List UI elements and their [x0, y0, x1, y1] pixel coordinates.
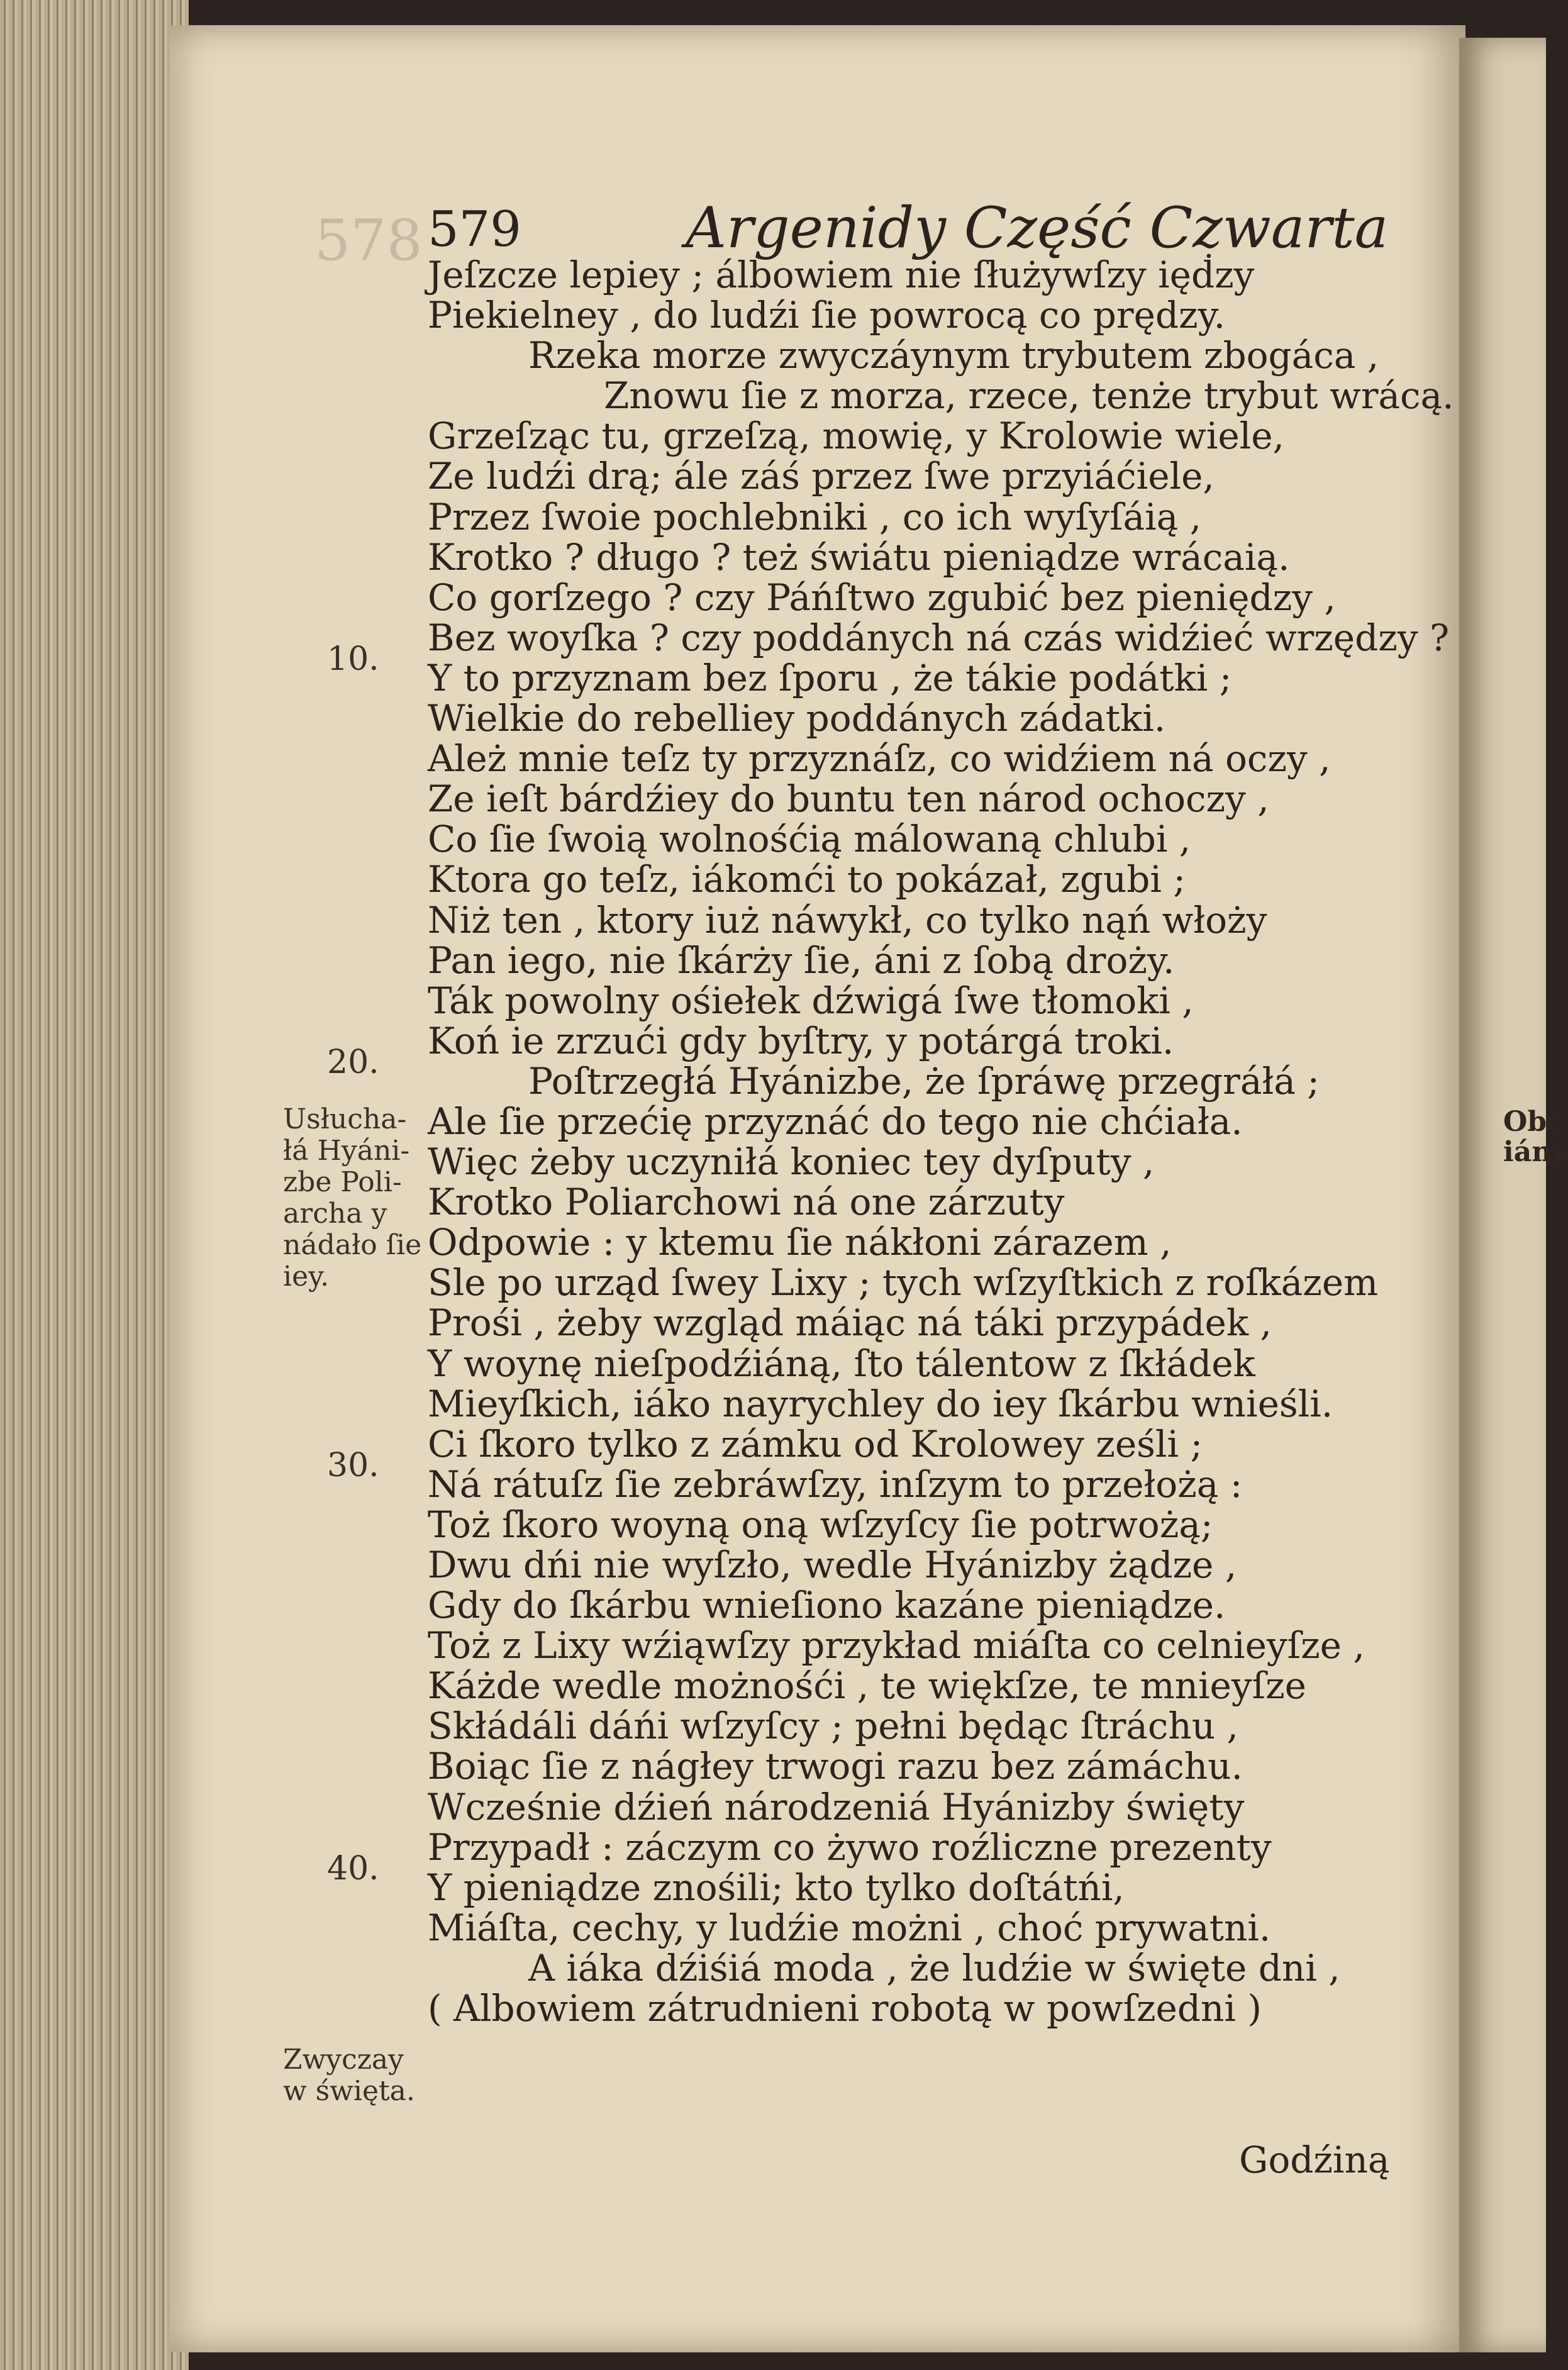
line-number: 30.: [327, 1447, 379, 1484]
text-line: A iáka dźiśiá moda , że ludźie w święte dni ,: [528, 1946, 1340, 1989]
text-line: Piekielney , do ludźi ſie powrocą co prędzy.: [428, 294, 1226, 337]
text-line: Y pieniądze znośili; kto tylko doſtátńi,: [428, 1866, 1125, 1909]
text-line: Ze ludźi drą; ále záś przez ſwe przyiáćiele,: [428, 455, 1215, 498]
text-line: Wcześnie dźień národzeniá Hyánizby święty: [428, 1785, 1245, 1828]
text-line: Więc żeby uczyniłá koniec tey dyſputy ,: [428, 1140, 1155, 1184]
text-line: Mieyſkich, iáko nayrychley do iey ſkárbu wnieśli.: [428, 1382, 1333, 1425]
text-line: Káżde wedle możnośći , te więkſze, te mnieyſze: [428, 1664, 1306, 1708]
catchword: Godźiną: [1239, 2139, 1390, 2181]
page-number: 579: [428, 201, 521, 258]
text-line: Ależ mnie teſz ty przyznáſz, co widźiem ná oczy ,: [428, 737, 1331, 781]
text-line: Ale ſie przećię przyznáć do tego nie chćiała.: [428, 1099, 1243, 1143]
bleed-through-page-number: 578: [314, 208, 423, 274]
line-number: 20.: [327, 1043, 379, 1081]
running-title: Argenidy Część Czwarta: [686, 195, 1389, 261]
text-line: Odpowie : y ktemu ſie nákłoni zárazem ,: [428, 1221, 1172, 1264]
text-line: Krotko Poliarchowi ná one zárzuty: [428, 1181, 1065, 1224]
text-line: ( Albowiem zátrudnieni robotą w powſzedni ): [428, 1987, 1262, 2030]
facing-page-marginal: Obc iány: [1503, 1106, 1568, 1168]
text-line: Sle po urząd ſwey Lixy ; tych wſzyſtkich z roſkázem: [428, 1261, 1379, 1305]
text-line: Prośi , żeby wzgląd máiąc ná táki przypádek ,: [428, 1301, 1272, 1345]
text-line: Gdy do ſkárbu wnieſiono kazáne pieniądze.: [428, 1584, 1226, 1627]
book-page-edges: [0, 0, 189, 2370]
text-line: Toż ſkoro woyną oną wſzyſcy ſie potrwożą;: [428, 1503, 1213, 1546]
text-line: Ze ieſt bárdźiey do buntu ten národ ochoczy ,: [428, 777, 1269, 821]
text-line: Koń ie zrzući gdy byſtry, y potárgá troki.: [428, 1019, 1174, 1062]
text-line: Ci ſkoro tylko z zámku od Krolowey ześli ;: [428, 1422, 1203, 1466]
text-line: Rzeka morze zwyczáynym trybutem zbogáca ,: [528, 334, 1379, 377]
text-line: Toż z Lixy wźiąwſzy przykład miáſta co celnieyſze ,: [428, 1624, 1365, 1667]
text-line: Niż ten , ktory iuż náwykł, co tylko nąń włoży: [428, 898, 1267, 942]
text-line: Miáſta, cechy, y ludźie możni , choć prywatni.: [428, 1906, 1271, 1949]
text-line: Ná rátuſz ſie zebráwſzy, inſzym to przełożą :: [428, 1462, 1243, 1506]
text-line: Boiąc ſie z nágłey trwogi razu bez zámáchu.: [428, 1745, 1243, 1788]
facing-page-edge: [1459, 38, 1546, 2352]
text-line: Poſtrzegłá Hyánizbe, że ſpráwę przegráłá ;: [528, 1059, 1320, 1103]
text-line: Ták powolny ośiełek dźwigá ſwe tłomoki ,: [428, 979, 1194, 1022]
margin-note: Zwyczay w święta.: [283, 2044, 415, 2107]
text-line: Grzeſząc tu, grzeſzą, mowię, y Krolowie wiele,: [428, 414, 1284, 458]
text-line: Krotko ? długo ? też świátu pieniądze wrácaią.: [428, 535, 1290, 579]
text-line: Y to przyznam bez ſporu , że tákie podátki ;: [428, 656, 1232, 699]
text-line: Wielkie do rebelliey poddánych zádatki.: [428, 697, 1166, 740]
text-line: Ktora go teſz, iákomći to pokázał, zgubi ;: [428, 858, 1186, 901]
text-line: Jeſzcze lepiey ; álbowiem nie ſłużywſzy ięḋzy: [428, 253, 1255, 296]
text-line: Y woynę nieſpodźiáną, ſto tálentow z ſkłádek: [428, 1342, 1255, 1385]
text-line: Dwu dńi nie wyſzło, wedle Hyánizby żądze ,: [428, 1544, 1237, 1586]
text-line: Co gorſzego ? czy Páńſtwo zgubić bez pieniędzy ,: [428, 576, 1336, 619]
line-number: 40.: [327, 1850, 379, 1888]
margin-note: Usłucha- łá Hyáni- zbe Poli- archa y nádało ſie iey.: [283, 1103, 422, 1293]
text-line: Skłádáli dáńi wſzyſcy ; pełni będąc ſtráchu ,: [428, 1705, 1238, 1748]
line-number: 10.: [327, 640, 379, 678]
text-line: Co ſie ſwoią wolnośćią málowaną chlubi ,: [428, 818, 1191, 861]
text-line: Bez woyſka ? czy poddánych ná czás widźieć wrzędzy ?: [428, 616, 1450, 659]
poem-text: [428, 253, 1454, 2030]
text-line: Pan iego, nie ſkárży ſie, áni z ſobą droży.: [428, 938, 1175, 982]
text-line: Znowu ſie z morza, rzece, tenże trybut wrácą.: [604, 374, 1454, 418]
text-line: Przypadł : záczym co żywo roźliczne prezenty: [428, 1825, 1272, 1869]
text-line: Przez ſwoie pochlebniki , co ich wyſyſáią ,: [428, 495, 1202, 538]
